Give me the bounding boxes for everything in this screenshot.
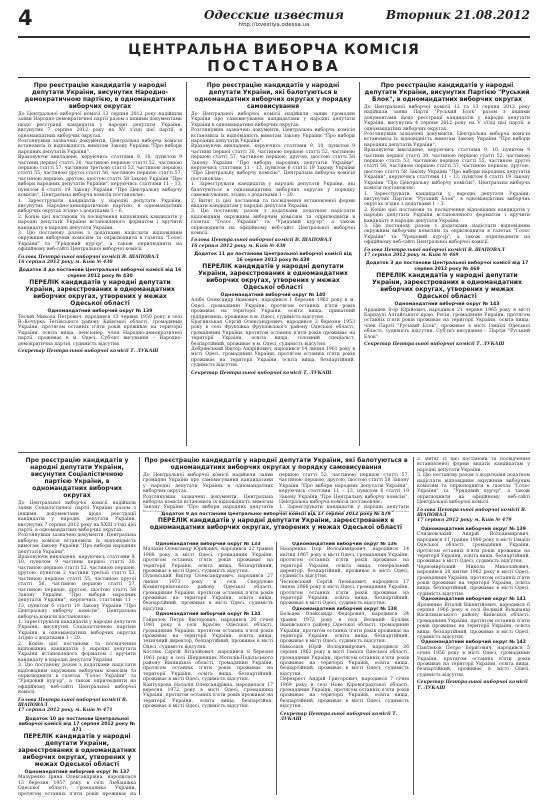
- candidate-list-body: Бельцев Олександр Федорович, народився 24 травня 1972 року в селі Великий Буялик Іванівського району Одеської області, громадянин України, протягом останніх п'яти років проживає на території України, освіта вища, безпартійний, проживає в місті Одесі, судимість відсутня. Николаєв Юрій Володимирович, народився 26 серпня 1962 року в місті Ізмаїлі Одеської області, громадянин України, протягом останніх п'яти років проживає на території України, освіта вища, безпартійний, проживає в місті Одесі, судимість відсутня. Перехрест Андрій Григорович, народився 7 січня 1969 року в селі Нове Кіровоградської області, громадянин України, протягом останніх п'яти років проживає на території України, освіта вища, безпартійний, проживає в місті Одесі, судимість відсутня.: [280, 612, 409, 710]
- resolution-479-continuation: [417, 457, 530, 797]
- resolution-title: Про реєстрацію кандидатів у народні депутати України, висунутих Народно-демократичною партією, в одномандатних виборчих округах: [24, 82, 176, 110]
- candidate-list-body: Тюлий Микола Петрович, народився 13 червня 1950 року в селі В.-Кочурка Тетіївського району Київської області, громадянин України, протягом останніх п'яти років проживає на території України, освіта вища, пенсіонер, член Народно-демократичної партії, проживає в м. Одесі. Суб'єкт висування – Народно-демократична партія, судимість відсутня.: [18, 314, 182, 347]
- district-heading: Одномандатний виборчий округ № 139: [421, 526, 526, 532]
- resolution-signature: Голова Центральної виборчої комісії В. ШАПОВАЛ 16 серпня 2012 року м. Київ № 438: [191, 238, 332, 249]
- candidate-list-body: Малахін Олександр Юрійович, народився 22 травня 1988 року в місті Одесі, громадянин України, протягом останніх п'яти років проживає на території України, освіта вища, безпартійний, проживає в місті Одесі, судимість відсутня. Пуховський Віктор Олександрович, народився 27 липня 1973 року в селі Свердлове Комінтернівського району Одеської області, громадянин України, протягом останніх п'яти років проживає на території України, освіта вища, безпартійний, проживає в місті Одесі, судимість відсутня.: [143, 547, 273, 612]
- resolution-438-column: [191, 82, 355, 448]
- candidate-list-body: Алібо Олександр Іванович, народився 1 березня 1961 року в м. Одесі, громадянин України, протягом останніх п'яти років проживає на території України, освіта вища, приватний підприємець, проживає в м. Одесі, судимість відсутня. Брагинськая Сергій Олександрович, народився 3 березня 1953 року в селі Фрунзівка Фрунзівського району Одеської області, громадянин України, протягом останніх п'яти років проживає на території України, освіта вища, головний спеціаліст, безпартійний, проживає в м. Одесі, судимість відсутня. Добрянський Віктор Андрійович, народився 14 липня 1961 року в місті Одесі, громадянин України, протягом останніх п'яти років проживає на території України, освіта вища, безпартійний, судимість відсутня.: [191, 298, 355, 369]
- resolution-body: До Центральної виборчої комісії надійшли заяви Соціалістичної партії України разом з іншими документами щодо реєстрації кандидатів у народні депутати України, висунутих 7 серпня 2012 року на ХХIII з'їзді цієї партії, в одномандатних виборчих округах. Розглянувши зазначені документи, Центральна виборча комісія встановила їх відповідність вимогам Закону України "Про вибори народних депутатів України". Враховуючи викладене, керуючись статтями 9, 10, пунктом 9 частини першої статті 30, частиною першою статті 52, частиною першою, другою, пунктом 2 частини третьої статті 53, частиною першою статті 55, частиною другої статті 56, частиною першою статті 57, частиною першою, другою, шостою статті 58 Закону України "Про вибори народних депутатів України", керуючись статтями 11 – 13, пунктом 6 статті 19 Закону України "Про Центральну виборчу комісію", Центральна виборча комісія постановляє: 1. Зареєструвати кандидатів у народні депутати України, висунутих Соціалістичною партією України, в одномандатних виборчих округах згідно з додатками 1 – 20. 2. Копію цієї постанови та посвідчення відповідних кандидатів у народні депутати України встановленого форматом і вручити кандидату в народні депутати України. 3. Цю постанову разом з додатками надіслати відповідним окружним виборчим комісіям та оприлюднити в газетах "Голос України" та "Урядовий кур'єр", а також оприлюднити на офіційному веб-сайті Центральної виборчої комісії.: [18, 501, 136, 696]
- secretary-signature: Секретар Центральної виборчої комісії Т. ЛУКАШ: [364, 342, 505, 348]
- candidate-list-title: ПЕРЕЛІК кандидатів у народні депутати України, зареєстрованих в одномандатних виборчих округах, утворених у межах Одеської області: [372, 272, 522, 301]
- candidate-list-column-b: [280, 542, 409, 797]
- candidate-list-title: ПЕРЕЛІК кандидатів у народні депутати України, зареєстрованих в одномандатних виборчих округах, утворених у межах Одеської області: [198, 262, 348, 291]
- resolution-body: До Центральної виборчої комісії надійшли заяви громадян України про самовисування кандидатами у народні депутати України в одномандатних виборчих округах. Розглянувши зазначені документи, Центральна виборча комісія встановила їх відповідність вимогам Закону України "Про вибори народних депутатів першою статті 52, частиною першою статті 57, частиною першою, другою, шостою статті 58 Закону України "Про вибори народних депутатів України", керуючись статтями 11 – 13, пунктом 6 статті 19 Закону України "Про Центральну виборчу комісію", Центральна виборча комісія постановляє: 1. Зареєструвати кандидатів у народні депутати: [143, 473, 409, 511]
- row-divider: [18, 452, 530, 453]
- candidate-list-body: Слизковський Андрій Володимирович, народився 11 травня 1980 року в місті Ізмаїлі Одеської області, громадянин України, протягом останніх п'яти років проживає на території України, освіта вища, безпартійний, проживає в місті Одесі, судимість відсутня. Черномирський Микола Миколайович, народився 28 квітня 1962 року в місті Одесі, громадянин України, протягом останніх п'яти років проживає на території України, освіта вища, безпартійний, проживає в місті Одесі, судимість відсутня.: [417, 532, 530, 597]
- candidate-list-body: Ардашев Ігор Юрійович, народився 21 червня 1965 року в місті Барнаулі Алтайського краю, Росія, громадянин України, протягом останніх п'яти років проживає на території України, освіта вища, член Партії "Руський Блок", проживає в місті Ізмаїлі Одеської області, судимість відсутня. Суб'єкт висування – Партія "Руський Блок".: [364, 307, 530, 340]
- candidate-list-title: ПЕРЕЛІК кандидатів у народні депутати України, зареєстрованих в одномандатних виборчих округах, утворених у межах Одеської області: [25, 279, 175, 308]
- candidate-list-body: Ярошенко Віталій Вікентійович, народився 6 серпня 1966 року в селі Великій Вільшанці Васильківського району Київської області, громадянин України, протягом останніх п'яти років проживає на території України, освіта вища, безпартійний, проживає в місті Одесі, судимість відсутня.: [417, 602, 530, 640]
- secretary-signature: Секретар Центральної виборчої комісії Т. ЛУКАШ: [417, 680, 528, 691]
- resolution-430-column: [18, 82, 182, 448]
- district-heading: Одномандатний виборчий округ № 141: [421, 597, 526, 603]
- resolution-title: Про реєстрацію кандидатів у народні депутати України, висунутих Соціалістичною партією України, в одномандатних виборчих округах: [25, 457, 129, 499]
- district-heading: Одномандатний виборчий округ № 137: [24, 770, 130, 776]
- page-number: 4: [18, 6, 33, 30]
- secretary-signature: Секретар Центральної виборчої комісії Т. ЛУКАШ: [18, 349, 159, 355]
- header-rule: [18, 36, 530, 38]
- column-divider: [186, 82, 187, 446]
- district-heading: Одномандатний виборчий округ № 139: [47, 309, 153, 315]
- resolution-signature: Голова Центральної виборчої комісії В. ШАПОВАЛ 17 серпня 2012 року м. Київ № 479: [417, 507, 527, 524]
- resolution-469-column: [364, 82, 530, 448]
- section-subtitle: ПОСТАНОВА: [207, 57, 341, 75]
- district-heading: Одномандатний виборчий округ № 136: [292, 542, 397, 547]
- issue-date: Вторник 21.08.2012: [385, 8, 530, 22]
- candidate-list-body: Пантюков Петро Борисович, народився 5 січня 1956 року в місті Одесі, громадянин України, протягом останніх п'яти років проживає на території України, освіта вища, безпартійний, проживає в місті Одесі, судимість відсутня.: [417, 645, 530, 678]
- resolution-479-header: [143, 457, 409, 512]
- secretary-signature: Секретар Центральної виборчої комісії Т. ЛУКАШ: [280, 711, 398, 722]
- section-title: ЦЕНТРАЛЬНА ВИБОРЧА КОМІСІЯ: [128, 42, 420, 58]
- resolution-signature: Голова Центральної виборчої комісії В. ШАПОВАЛ 16 серпня 2012 року м. Київ № 430: [18, 254, 159, 265]
- district-heading: Одномандатний виборчий округ № 142: [421, 640, 526, 646]
- candidate-list-column-a: [143, 542, 273, 797]
- column-divider: [139, 457, 140, 795]
- column-divider: [359, 82, 360, 446]
- masthead-title: Одесские известия: [204, 8, 344, 22]
- column-divider: [413, 457, 414, 795]
- candidate-list-body: Мазуренко Ірина Олександрівна, народилася 13 березня 1957 року в селі Любашівка Одеської області, громадянка України, протягом останніх п'яти років проживає на: [18, 775, 136, 797]
- candidate-list-title: ПЕРЕЛІК кандидатів у народні депутати України, зареєстрованих в одномандатних виборчих округах, утворених у межах Одеської області: [18, 733, 136, 769]
- candidate-list-body: Гаврилов Петро Вікторович, народився 26 січня 1981 року в селі Красне Одеської області, громадянин України, протягом останніх п'яти років проживає на території України, освіта вища, технічний директор, безпартійний, проживає в місті Одесі, судимість відсутня. Костюк Сергій Віталійович, народився 8 березня 1961 року в селі Шершенцях Могилів-Подільського району Вінницької області, громадянин України, протягом останніх п'яти років проживає на території України, освіта вища, безпартійний, проживає в місті Одесі, судимість відсутня. Кантуорова Наталія Олександрівна, народилася 17 вересня 1972 року в місті Одесі, громадянка України, протягом останніх п'яти років проживає на території України, освіта вища, безпартійна, проживає в місті Одесі, судимість відсутня.: [143, 617, 273, 710]
- resolution-body: 2. Витяг із цієї постанови та посвідчення встановленої форми видати кандидатам у народні депутати України. 3. Цю постанову разом з додатками додатком надіслати відповідним окружним виборчим комісіям та оприлюднити в газетах "Голос України" та "Урядовий кур'єр", а також оприлюднити на офіційному веб-сайті Центральної виборчої комісії.: [417, 457, 530, 506]
- candidate-list-title: ПЕРЕЛІК кандидатів у народні депутати України, зареєстрованих в одномандатних виборчих округах, утворених у межах Одеської області: [149, 517, 403, 532]
- section-rule: [18, 77, 530, 78]
- resolution-479-footer: [143, 512, 409, 540]
- candidate-list-body: Назаренко Ігор Володимирович, народився 14 квітня 1967 року в місті Одесі, громадянин України, протягом останніх п'яти років проживає на території України, освіта вища, генеральний директор, безпартійний, проживає в місті Одесі, судимість відсутня. Чесновський Сергій Леонідович, народився 17 липня 1966 року в місті Одесі, громадянин України, протягом останніх п'яти років проживає на території України, освіта вища, безпартійний, проживає в місті Одесі, судимість відсутня.: [280, 547, 409, 607]
- district-heading: Одномандатний виборчий округ № 143: [394, 302, 500, 308]
- resolution-title: Про реєстрацію кандидатів у народні депутати України, які балотуються в одномандатних виборчих округах у порядку самовисування: [144, 457, 408, 471]
- column-divider: [276, 542, 277, 795]
- addendum-note: Додаток 9 до постанови Центральної виборчої комісії від 17 серпня 2012 року № 479: [161, 512, 391, 517]
- resolution-signature: Голова Центральної виборчої комісії В. ШАПОВАЛ 17 серпня 2012 року м. Київ № 469: [364, 247, 505, 258]
- resolution-body: До Центральної виборчої комісії 13 серпня 2012 року надійшли заяви Народно-демократичної партії разом з іншими документами щодо реєстрації кандидатів у народні депутати України, висунутих 7 серпня 2012 року на ХV з'їзді цієї партії, в одномандатних виборчих округах. Розглянувши зазначені документи, Центральна виборча комісія встановила їх відповідність вимогам Закону України "Про вибори народних депутатів України". Враховуючи викладене, керуючись статтями 9, 10, пунктом 9 частини першої статті 30, частиною першою статті 52, частиною першою статті 57, частиною третьою статті 53, частиною першою статті 55, частиною другої статті 56, частиною першою статті 57, частиною першою, другою, шостою статті 58 Закону України "Про вибори народних депутатів України", керуючись статтями 11 – 13, пунктом 6 статті 19 Закону України "Про Центральну виборчу комісію", Центральна виборча комісія постановляє: 1. Зареєструвати кандидатів у народні депутати України, висунутих Народно-демократичною партією, в одномандатних виборчих округах згідно з додатками 1 – 6. 2. Копію цієї постанови та посвідчення відповідних кандидатів у народні депутати України встановленого форматом і вручити кандидату в народні депутати України. 3. Цю постанову разом з додатками надіслати відповідним окружним виборчим комісіям та оприлюднити в газетах "Голос України" та "Урядовий кур'єр", а також оприлюднити на офіційному веб-сайті Центральної виборчої комісії.: [18, 112, 182, 253]
- resolution-title: Про реєстрацію кандидатів у народні депутати України, які балотуються в одномандатних виборчих округах у порядку самовисування: [194, 82, 352, 110]
- district-heading: Одномандатний виборчий округ № 133: [155, 542, 261, 547]
- district-heading: Одномандатний виборчий округ № 138: [292, 606, 397, 612]
- resolution-signature: Голова Центральної виборчої комісії В. ШАПОВАЛ 17 серпня 2012 року м. Київ № 471: [18, 697, 128, 714]
- addendum-note: Додаток 11 до постанови Центральної виборчої комісії від 16 серпня 2012 року № 438: [194, 252, 352, 263]
- resolution-471-column: [18, 457, 136, 797]
- addendum-note: Додаток 10 до постанови Центральної виборчої комісії від 17 серпня 2012 року № 471: [18, 716, 136, 733]
- district-heading: Одномандатний виборчий округ № 134: [155, 612, 261, 618]
- secretary-signature: Секретар Центральної виборчої комісії Т. ЛУКАШ: [191, 370, 332, 376]
- addendum-note: Додаток 4 до постанови Центральної виборчої комісії від 16 серпня 2012 року № 430: [18, 268, 182, 279]
- resolution-body: До Центральної виборчої комісії 12 та 13 серпня 2012 року надійшли заяви Партії "Руський Блок" разом з іншими документами щодо реєстрації кандидатів у народні депутати України, висунутих 4 серпня 2012 року на V з'їзді цієї партії, в одномандатних виборчих округах. Розглянувши зазначені документи, Центральна виборча комісія встановила їх відповідність вимогам Закону України "Про вибори народних депутатів України". Враховуючи викладене, керуючись статтями 9, 10, пунктом 9 частини першої статті 30, частиною першою статті 52, частиною першою статті 53, частиною першою статті 55, частиною другої статті 56, частиною першою статті 57, частиною першою, другою, шостою статті 58 Закону України "Про вибори народних депутатів України", керуючись статтями 11 – 13, пунктом 6 статті 19 Закону України "Про Центральну виборчу комісію", Центральна виборча комісія постановляє: 1. Зареєструвати кандидатів у народні депутати України, висунутих Партією "Руський Блок", в одномандатних виборчих округах згідно з додатками 1 – 3. 2. Копію цієї постанови та посвідчення відповідних кандидатів у народні депутати України встановленого форматом і вручити кандидату в народні депутати України. 3. Цю постанову разом з додатками надіслати відповідним окружним виборчим комісіям та оприлюднити в газетах "Голос України" та "Урядовий кур'єр", а також оприлюднити на офіційному веб-сайті Центральної виборчої комісії.: [364, 105, 530, 246]
- district-heading: Одномандатний виборчий округ № 140: [220, 292, 326, 298]
- resolution-body: До Центральної виборчої комісії надійшли заяви громадян України про самовисування кандидатами у народні депутати України в одномандатних виборчих округах. Розглянувши зазначені документи, Центральна виборча комісія встановила їх відповідність вимогам Закону України "Про вибори народних депутатів України". Враховуючи викладене, керуючись статтями 9, 10, пунктом 9 частини першої статті 30, частиною першою статті 52, частиною першою статті 57, частиною першою, другою, шостою статті 58 Закону України "Про вибори народних депутатів України", керуючись статтями 11 – 13, пунктом 6 статті 19 Закону України "Про Центральну виборчу комісію", Центральна виборча комісія постановляє: 1. Зареєструвати кандидатів у народні депутати України, які балотуються в одномандатних виборчих округах у порядку самовисування, згідно з додатками 1 – 20. 2. Витяг із цієї постанови та посвідчення встановленої форми видати кандидатам у народні депутати України. 3. Цю постанову разом з додатками додатком надіслати відповідним окружним виборчим комісіям та оприлюднити в газетах "Голос України" та "Урядовий кур'єр", а також оприлюднити на офіційному веб-сайті Центральної виборчої комісії.: [191, 112, 355, 236]
- resolution-title: Про реєстрацію кандидатів у народні депутати України, висунутих Партією "Руський Блок", в одномандатних виборчих округах: [364, 82, 530, 103]
- addendum-note: Додаток 3 до постанови Центральної виборчої комісії від 17 серпня 2012 року № 469: [365, 261, 529, 272]
- masthead-url[interactable]: http://izvestiya.odessa.ua: [238, 22, 310, 28]
